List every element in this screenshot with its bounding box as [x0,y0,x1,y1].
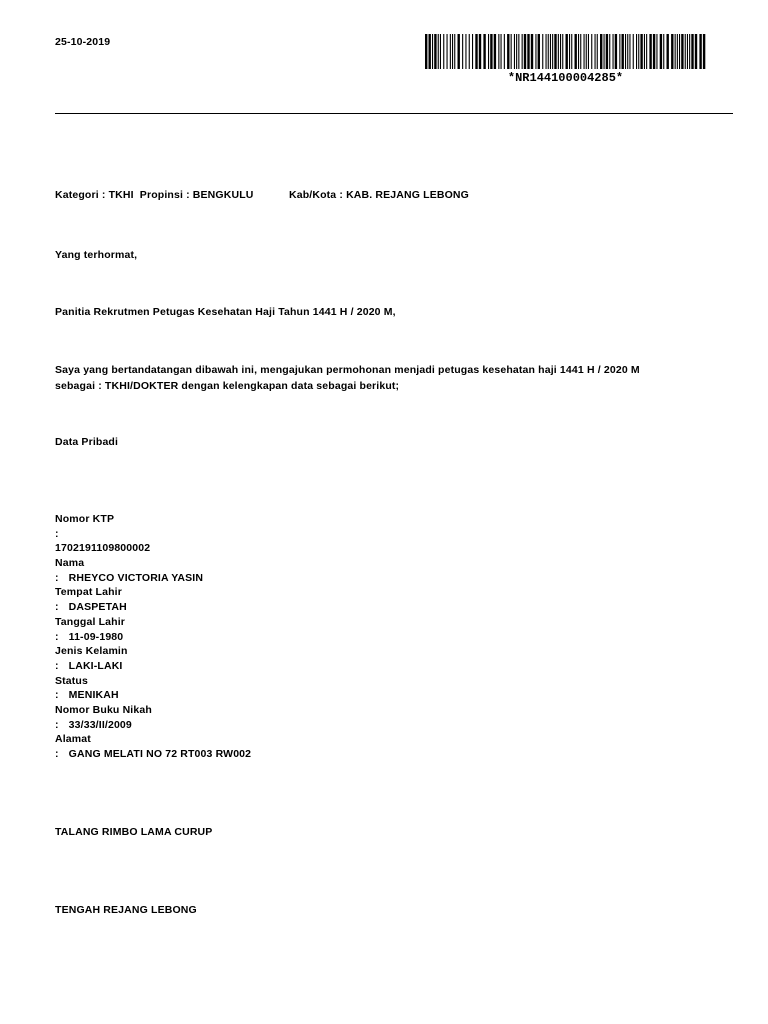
field-value: GANG MELATI NO 72 RT003 RW002 [68,748,252,760]
address-line-1: TALANG RIMBO LAMA CURUP [55,826,213,838]
field-value-row [55,600,251,615]
field-label: Jenis Kelamin [55,645,128,658]
salutation: Yang terhormat, [55,249,138,261]
field-separator: : [55,630,59,643]
address-line-2: TENGAH REJANG LEBONG [55,904,197,916]
field-value: 33/33/II/2009 [68,718,132,731]
field-label: Status [55,674,88,687]
field-value: 11-09-1980 [68,630,124,643]
field-label: Tempat Lahir [55,586,122,599]
field-separator: : [55,601,59,614]
category-province-text: Kategori : TKHI Propinsi : BENGKULU [55,189,254,201]
field-value-row [55,630,251,645]
intro-paragraph-line-2: sebagai : TKHI/DOKTER dengan kelengkapan data sebagai berikut; [55,380,400,392]
barcode-number: *NR144100004285* [507,71,624,85]
field-label: Tanggal Lahir [55,615,126,628]
field-value-row [55,747,251,762]
field-separator: : [55,689,59,702]
field-value: LAKI-LAKI [68,659,123,672]
personal-data-list [55,512,251,762]
field-separator: : [55,527,59,540]
field-separator: : [55,718,59,731]
field-value: MENIKAH [68,689,119,702]
field-value-row [55,718,251,733]
barcode-image [425,34,706,69]
section-title: Data Pribadi [55,436,119,448]
field-value-row [55,688,251,703]
field-label: Nama [55,557,85,570]
intro-paragraph-line-1: Saya yang bertandatangan dibawah ini, mengajukan permohonan menjadi petugas kesehatan haji 1441 H / 2020 M [55,364,640,376]
field-separator: : [55,748,59,760]
field-value-row [55,659,251,674]
field-value: DASPETAH [68,601,127,614]
field-separator: : [55,659,59,672]
field-label: Nomor KTP [55,513,115,525]
field-value-row [55,571,251,586]
header-divider [55,113,733,114]
regency-text: Kab/Kota : KAB. REJANG LEBONG [289,189,469,201]
field-label: Alamat [55,733,91,746]
field-separator: : [55,571,59,584]
recipient: Panitia Rekrutmen Petugas Kesehatan Haji Tahun 1441 H / 2020 M, [55,306,396,318]
document-date: 25-10-2019 [55,36,111,48]
field-value: RHEYCO VICTORIA YASIN [68,571,204,584]
field-value: 1702191109800002 [55,542,151,555]
field-label: Nomor Buku Nikah [55,703,152,716]
